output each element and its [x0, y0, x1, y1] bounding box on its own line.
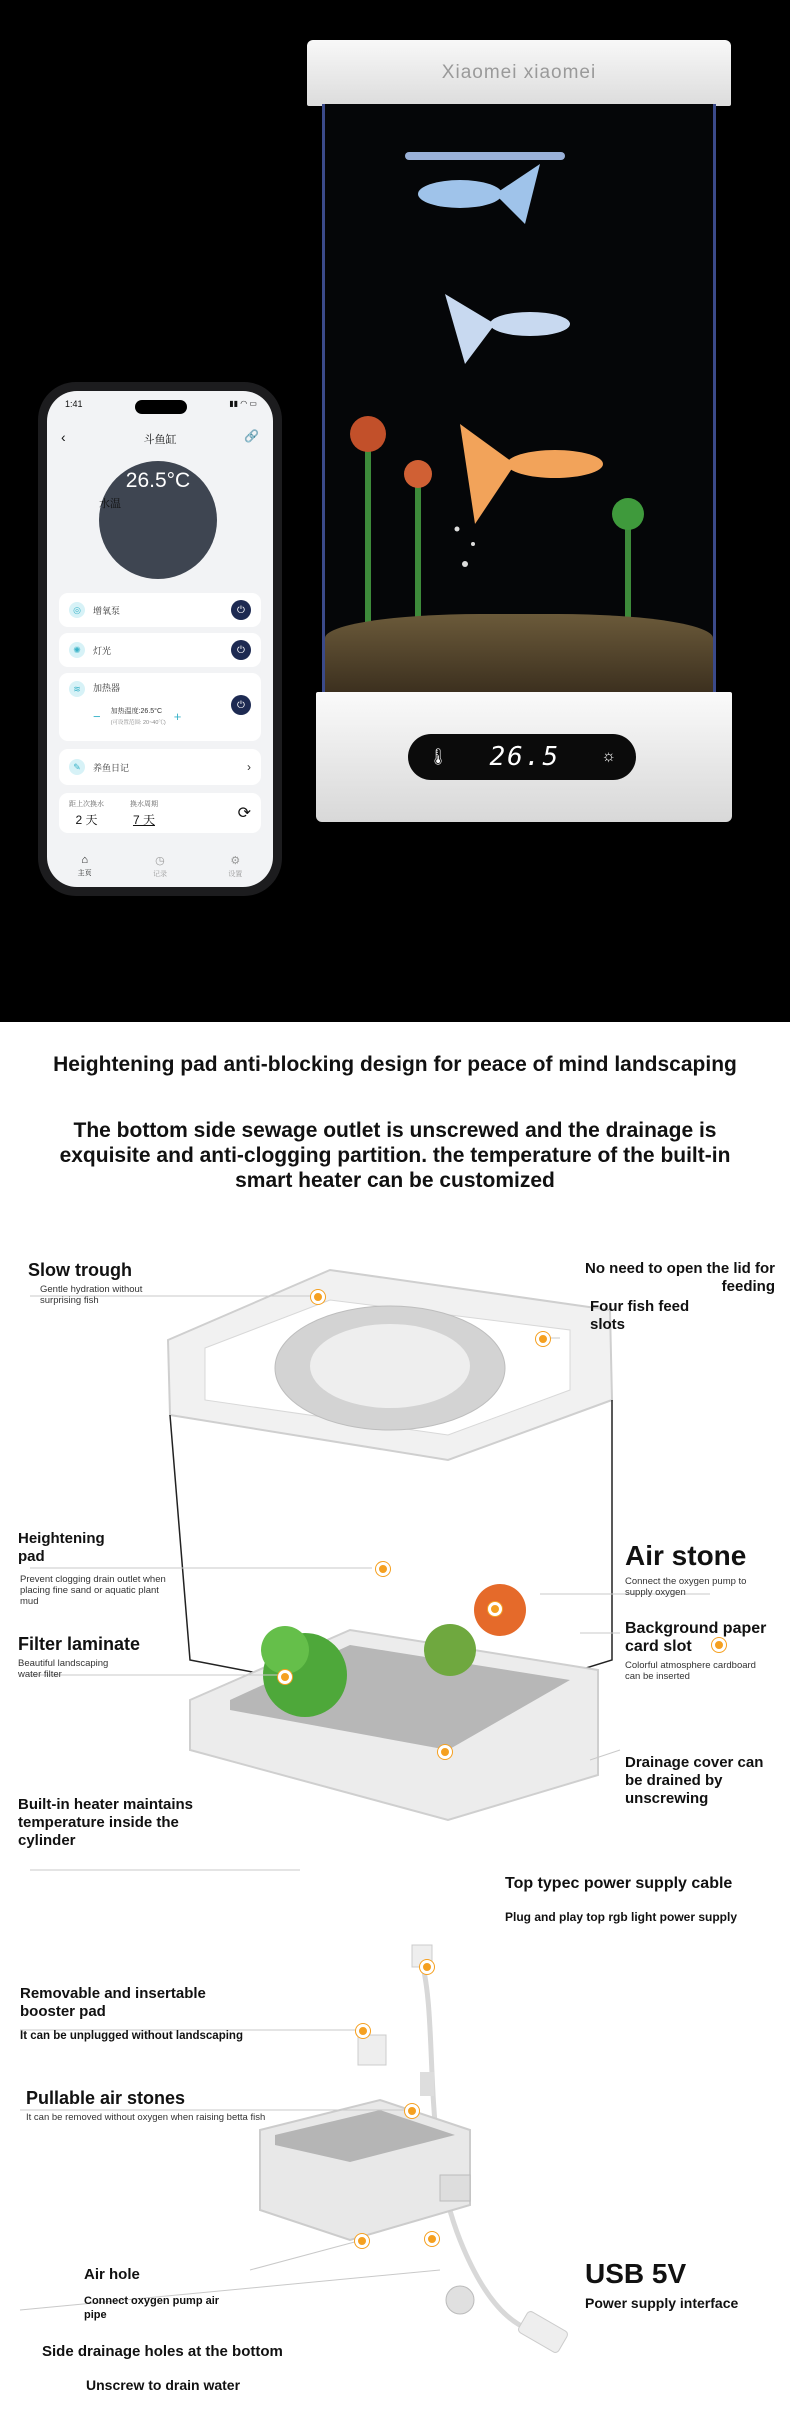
- card-heater[interactable]: [59, 673, 261, 741]
- label-slow-trough: Slow trough Gentle hydration without surprising fish: [28, 1260, 143, 1306]
- label-feed-slots: Four fish feed slots: [590, 1298, 690, 1333]
- temperature-label: 水温: [99, 498, 121, 510]
- nav-settings[interactable]: ⚙ 设置: [228, 855, 243, 878]
- water-change-stats: [59, 793, 261, 833]
- nav-home[interactable]: ⌂ 主页: [77, 854, 92, 877]
- label-typec-cable: Top typec power supply cable: [505, 1875, 733, 1892]
- card-diary-label: 养鱼日记: [93, 762, 130, 773]
- bubbles: [455, 527, 476, 568]
- bottom-nav: [47, 854, 273, 879]
- phone: [38, 382, 282, 896]
- product-diagram-1: [0, 1230, 790, 1930]
- temperature-value: 26.5°C: [125, 469, 191, 492]
- card-light-label: 灯光: [93, 645, 112, 656]
- tank-glass: [322, 104, 716, 694]
- label-built-in-heater: Built-in heater maintains temperature inside the cylinder: [18, 1796, 194, 1849]
- callout-dot: [311, 1290, 325, 1304]
- label-filter-laminate: Filter laminate Beautiful landscaping water filter: [18, 1634, 141, 1680]
- callout-dot: [488, 1602, 502, 1616]
- card-pump[interactable]: [59, 593, 261, 627]
- heater-icon: ≋: [69, 681, 85, 697]
- nav-record[interactable]: ◷ 记录: [152, 855, 167, 878]
- diary-icon: ✎: [69, 759, 85, 775]
- power-icon[interactable]: ⏻: [231, 640, 251, 660]
- heater-range: (可设置范围: 20~40℃): [110, 720, 166, 726]
- label-no-lid: No need to open the lid for feeding: [585, 1260, 775, 1295]
- tank-lid: [307, 40, 731, 106]
- heater-label: 加热器: [93, 683, 121, 693]
- status-time: 1:41: [65, 399, 83, 409]
- feeder-bar: [405, 152, 565, 160]
- pump-icon: ◎: [69, 602, 85, 618]
- heater-plus-button[interactable]: +: [173, 708, 182, 724]
- label-booster-pad: Removable and insertable booster pad It can be unplugged without landscaping: [20, 1985, 243, 2042]
- headline-2: The bottom side sewage outlet is unscrewed and the drainage is exquisite and anti-clogging partition. the temperature of the built-in smart heater can be customized: [59, 1119, 731, 1192]
- record-icon: ◷: [155, 855, 165, 867]
- product-diagram-2: [0, 1940, 790, 2420]
- callout-dot: [278, 1670, 292, 1684]
- back-icon[interactable]: ‹: [61, 429, 66, 445]
- thermometer-icon: 🌡: [428, 749, 449, 766]
- heater-setting: 加热温度:26.5°C: [110, 708, 163, 715]
- settings-icon: ⚙: [230, 855, 241, 867]
- dynamic-island: [135, 400, 187, 414]
- tank-temperature-display: [408, 734, 636, 780]
- fish-1: [418, 164, 540, 224]
- bulb-icon: ✺: [69, 642, 85, 658]
- gravel: [325, 614, 713, 694]
- stat-cycle: [130, 799, 158, 828]
- stat-label: 距上次换水: [69, 800, 104, 808]
- callout-dot: [420, 1960, 434, 1974]
- sync-icon[interactable]: ⟳: [237, 805, 251, 822]
- headline-1: Heightening pad anti-blocking design for peace of mind landscaping: [53, 1053, 737, 1076]
- phone-screen: [47, 391, 273, 887]
- stat-label: 换水周期: [130, 800, 158, 808]
- power-icon[interactable]: ⏻: [231, 600, 251, 620]
- label-side-drainage: Side drainage holes at the bottom: [42, 2343, 283, 2360]
- label-air-stone: Air stone Connect the oxygen pump to supply oxygen: [625, 1540, 747, 1598]
- heater-minus-button[interactable]: −: [93, 708, 101, 724]
- label-rgb-power: Plug and play top rgb light power supply: [505, 1910, 738, 1924]
- plants: [350, 416, 644, 644]
- temperature-dial: [99, 461, 217, 579]
- callout-dot: [356, 2024, 370, 2038]
- card-light[interactable]: [59, 633, 261, 667]
- callout-dot: [405, 2104, 419, 2118]
- callout-dot: [376, 1562, 390, 1576]
- label-unscrew-drain: Unscrew to drain water: [86, 2377, 241, 2393]
- callout-dot: [425, 2232, 439, 2246]
- card-diary[interactable]: [59, 749, 261, 785]
- label-heightening-pad: Heightening pad Prevent clogging drain outlet when placing fine sand or aquatic plant mud: [18, 1530, 166, 1607]
- label-drainage-cover: Drainage cover can be drained by unscrewing: [625, 1754, 764, 1807]
- chevron-right-icon: ›: [247, 760, 251, 774]
- tank-base: [316, 692, 732, 822]
- tank-brand: Xiaomei xiaomei: [441, 62, 597, 83]
- label-air-stones: Pullable air stones It can be removed without oxygen when raising betta fish: [26, 2088, 266, 2123]
- label-background-slot: Background paper card slot Colorful atmosphere cardboard can be inserted: [625, 1620, 767, 1682]
- stat-value: 2 天: [75, 812, 98, 827]
- phone-title: 斗鱼缸: [143, 434, 177, 446]
- status-icons: ▮▮ ◠ ▭: [229, 399, 257, 408]
- callout-dot: [438, 1745, 452, 1759]
- stat-value[interactable]: 7 天: [132, 812, 155, 827]
- aquarium-scene: [325, 104, 719, 694]
- callout-dot: [355, 2234, 369, 2248]
- fish-3: [460, 424, 603, 524]
- label-air-hole: Air hole Connect oxygen pump air pipe: [84, 2266, 220, 2321]
- sun-icon[interactable]: ☼: [601, 748, 616, 765]
- stat-last-change: [69, 799, 104, 828]
- label-usb: USB 5V Power supply interface: [585, 2258, 739, 2311]
- callout-dot: [536, 1332, 550, 1346]
- hero-section: [0, 0, 790, 1022]
- fish-2: [445, 294, 570, 364]
- tank-temperature: 26.5: [489, 742, 561, 772]
- link-icon[interactable]: 🔗: [244, 429, 259, 443]
- card-pump-label: 增氧泵: [93, 605, 121, 616]
- power-icon[interactable]: ⏻: [231, 695, 251, 715]
- home-icon: ⌂: [81, 854, 88, 866]
